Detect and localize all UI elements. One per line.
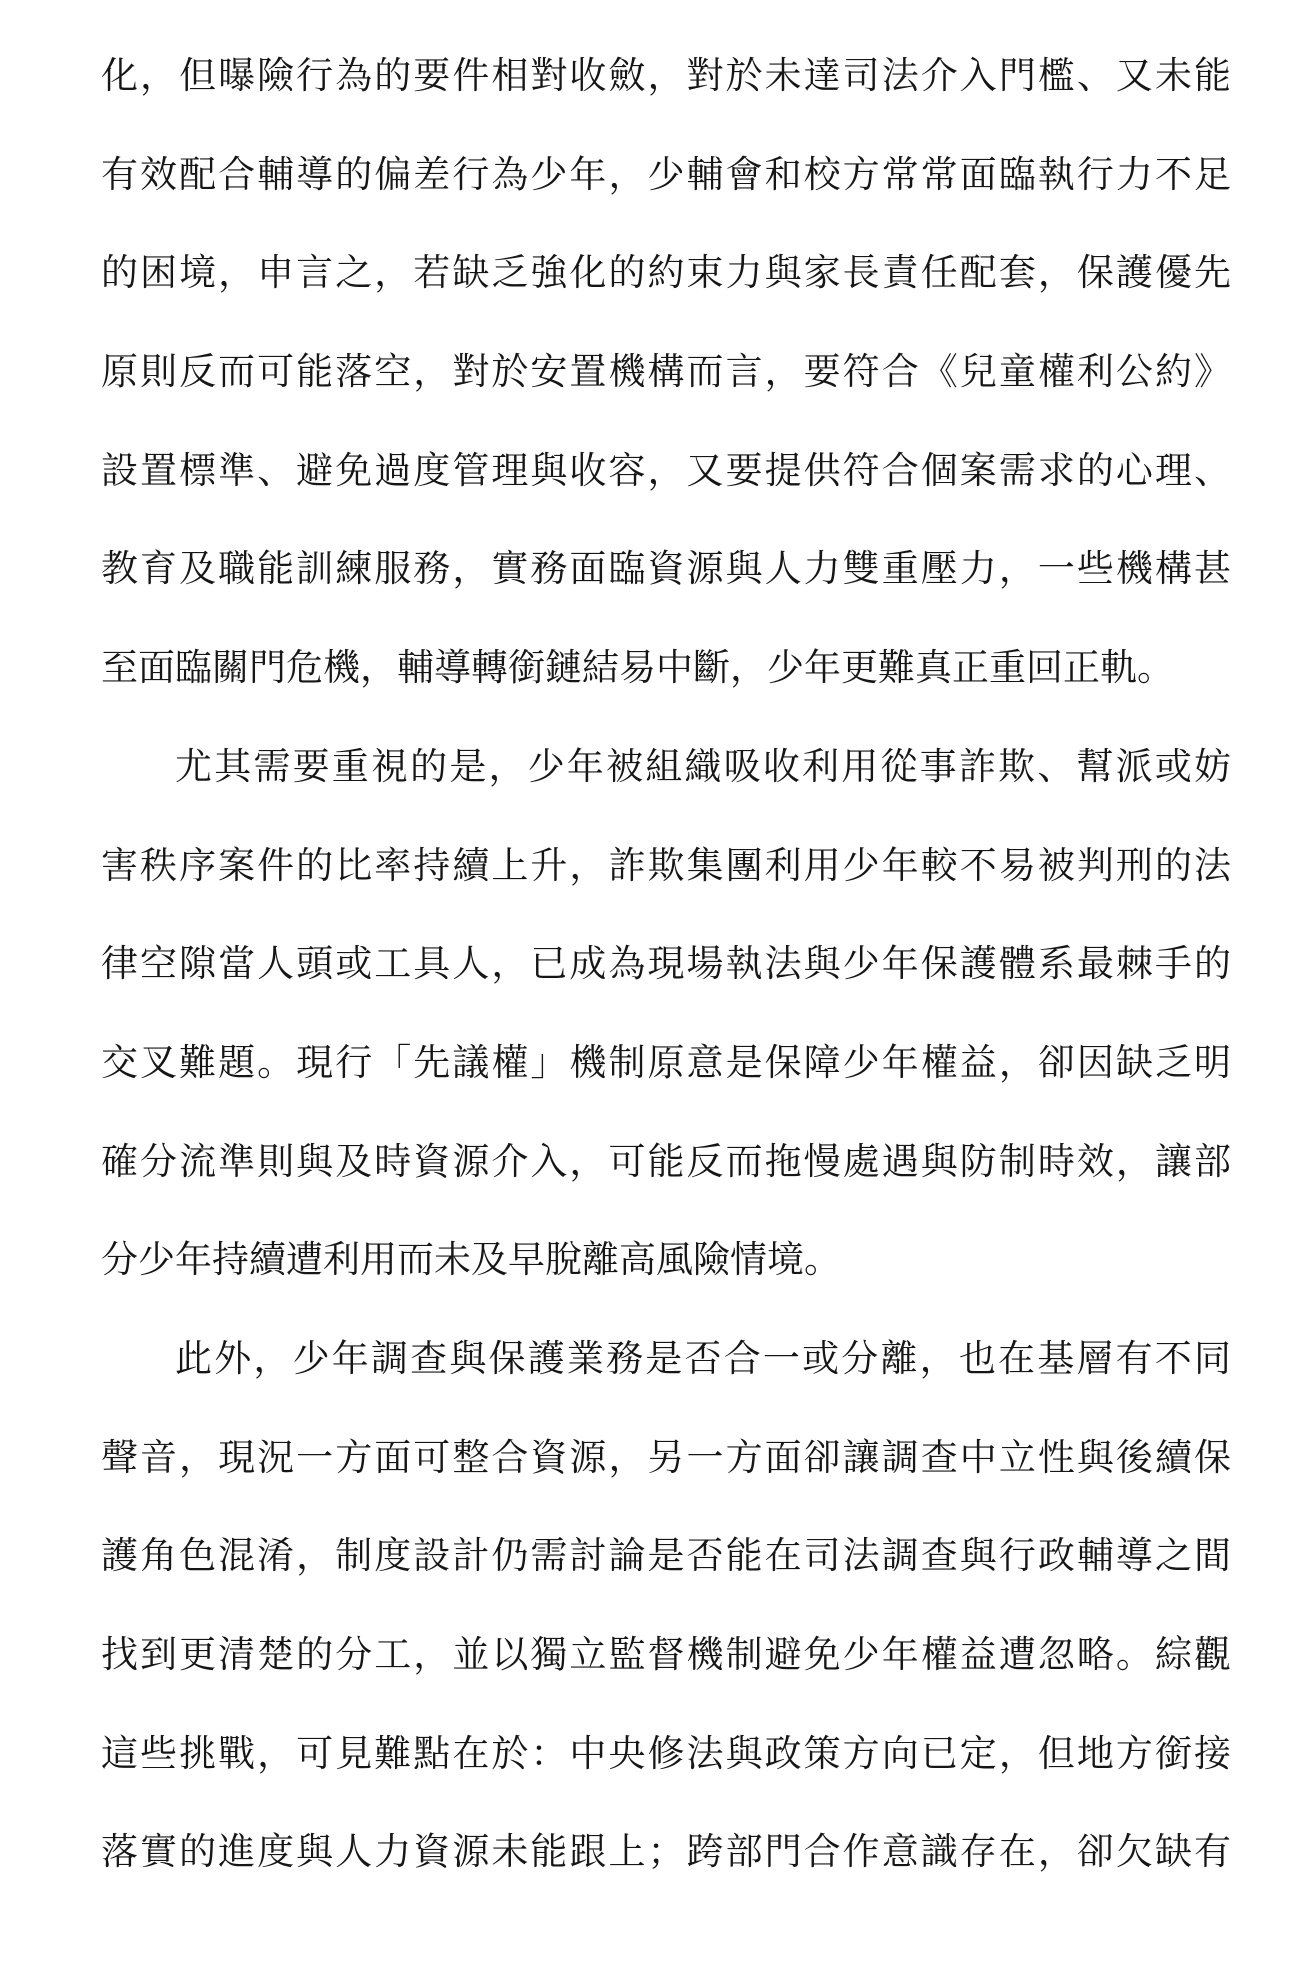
text-line: 設置標準、避免過度管理與收容，又要提供符合個案需求的心理、 xyxy=(101,448,1231,492)
text-line: 害秩序案件的比率持續上升，詐欺集團利用少年較不易被判刑的法 xyxy=(101,843,1231,887)
text-line: 護角色混淆，制度設計仍需討論是否能在司法調查與行政輔導之間 xyxy=(101,1534,1231,1578)
text-line: 化，但曝險行為的要件相對收斂，對於未達司法介入門檻、又未能 xyxy=(101,54,1231,97)
text-line: 聲音，現況一方面可整合資源，另一方面卻讓調查中立性與後續保 xyxy=(101,1435,1231,1479)
paragraph-3 xyxy=(101,1323,1231,1915)
text-line: 的困境，申言之，若缺乏強化的約束力與家長責任配套，保護優先 xyxy=(101,251,1231,295)
paragraph-1 xyxy=(101,40,1231,731)
text-line: 至面臨關門危機，輔導轉銜鏈結易中斷，少年更難真正重回正軌。 xyxy=(101,646,1174,690)
text-line: 此外，少年調查與保護業務是否合一或分離，也在基層有不同 xyxy=(175,1336,1231,1380)
text-line: 原則反而可能落空，對於安置機構而言，要符合《兒童權利公約》 xyxy=(101,350,1231,394)
document-body xyxy=(101,40,1231,1915)
text-line: 找到更清楚的分工，並以獨立監督機制避免少年權益遭忽略。綜觀 xyxy=(101,1633,1231,1676)
text-line: 教育及職能訓練服務，實務面臨資源與人力雙重壓力，一些機構甚 xyxy=(101,547,1231,591)
text-line: 分少年持續遭利用而未及早脫離高風險情境。 xyxy=(101,1238,841,1282)
text-line: 尤其需要重視的是，少年被組織吸收利用從事詐欺、幫派或妨 xyxy=(175,744,1231,788)
text-line: 有效配合輔導的偏差行為少年，少輔會和校方常常面臨執行力不足 xyxy=(101,152,1231,196)
text-line: 落實的進度與人力資源未能跟上；跨部門合作意識存在，卻欠缺有 xyxy=(101,1830,1231,1874)
text-line: 交叉難題。現行「先議權」機制原意是保障少年權益，卻因缺乏明 xyxy=(101,1040,1231,1084)
text-line: 這些挑戰，可見難點在於：中央修法與政策方向已定，但地方銜接 xyxy=(101,1731,1231,1775)
paragraph-2 xyxy=(101,731,1231,1323)
text-line: 確分流準則與及時資源介入，可能反而拖慢處遇與防制時效，讓部 xyxy=(101,1139,1231,1183)
text-line: 律空隙當人頭或工具人，已成為現場執法與少年保護體系最棘手的 xyxy=(101,942,1231,986)
